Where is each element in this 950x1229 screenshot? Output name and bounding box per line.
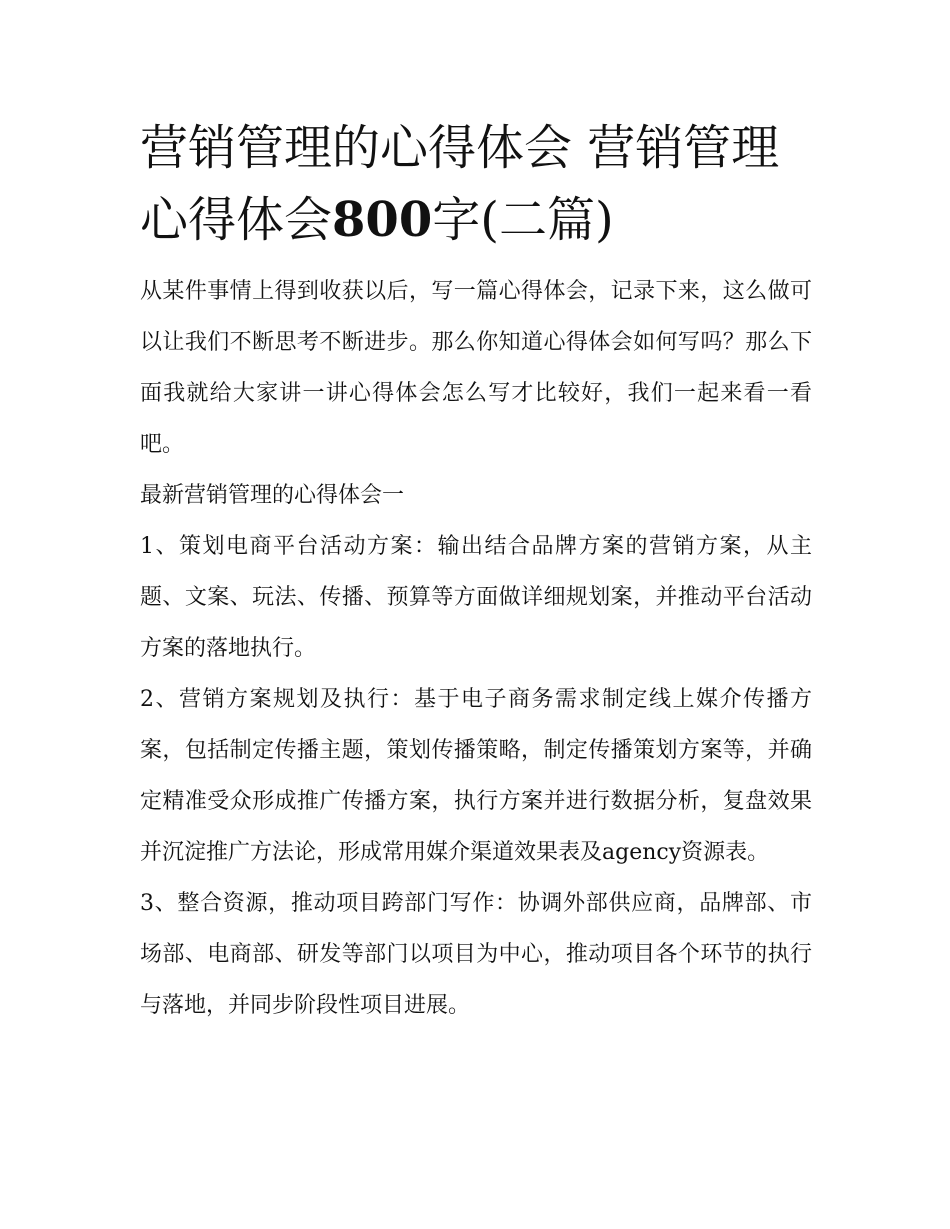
document-title [140,112,812,256]
intro-paragraph: 从某件事情上得到收获以后，写一篇心得体会，记录下来，这么做可以让我们不断思考不断进步。那么你知道心得体会如何写吗？那么下面我就给大家讲一讲心得体会怎么写才比较好，我们一起来看一看吧。 [140,279,812,457]
title-text-part1: 营销管理的心得体会 营销管理心得体会 [140,120,780,248]
list-item-2: 2、营销方案规划及执行：基于电子商务需求制定线上媒介传播方案，包括制定传播主题，策划传播策略，制定传播策划方案等，并确定精准受众形成推广传播方案，执行方案并进行数据分析，复盘效果并沉淀推广方法论，形成常用媒介渠道效果表及agency资源表。 [140,687,812,865]
document-body [140,112,812,1031]
section-heading: 最新营销管理的心得体会一 [140,483,405,508]
title-text-part2: 字(二篇) [432,192,614,248]
list-item-3: 3、整合资源，推动项目跨部门写作：协调外部供应商，品牌部、市场部、电商部、研发等部门以项目为中心，推动项目各个环节的执行与落地，并同步阶段性项目进展。 [140,891,812,1018]
title-number: 800 [332,192,433,248]
list-item-1: 1、策划电商平台活动方案：输出结合品牌方案的营销方案，从主题、文案、玩法、传播、预算等方面做详细规划案，并推动平台活动方案的落地执行。 [140,534,812,661]
